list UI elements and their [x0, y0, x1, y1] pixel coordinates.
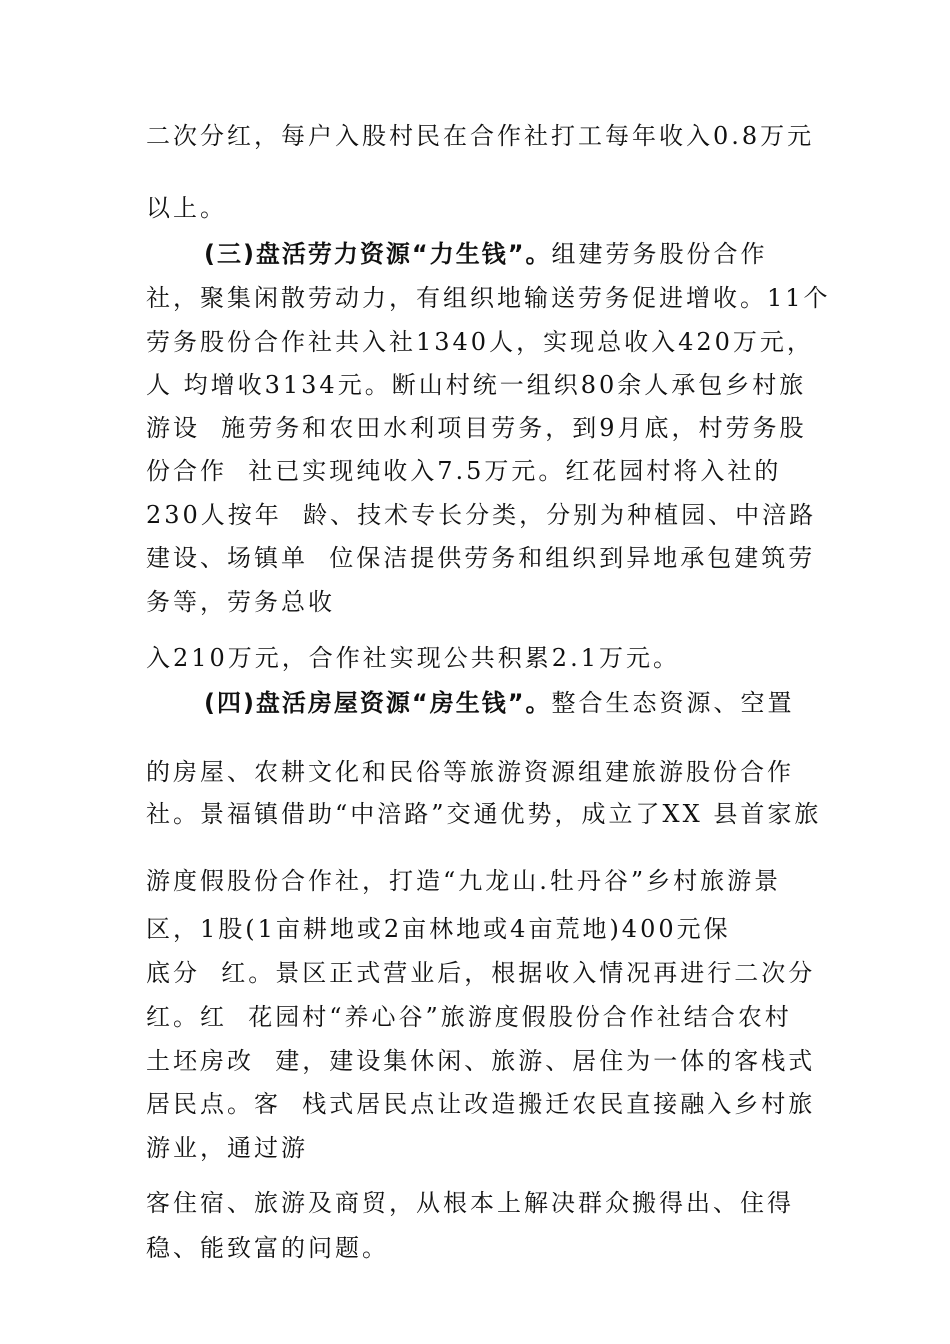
paragraph-line: 游设 施劳务和农田水利项目劳务，到9月底，村劳务股: [146, 414, 807, 442]
paragraph-line: 建设、场镇单 位保洁提供劳务和组织到异地承包建筑劳: [146, 544, 816, 572]
paragraph-line: 游业，通过游: [146, 1134, 308, 1162]
paragraph-line: 务等，劳务总收: [146, 588, 335, 616]
paragraph-line: 客住宿、旅游及商贸，从根本上解决群众搬得出、住得: [146, 1189, 794, 1217]
paragraph-line: 底分 红。景区正式营业后，根据收入情况再进行二次分: [146, 959, 816, 987]
paragraph-line: 社。景福镇借助“中涪路”交通优势，成立了XX 县首家旅: [146, 800, 822, 828]
section-4-text: 整合生态资源、空置: [551, 689, 795, 717]
paragraph-line: 红。红 花园村“养心谷”旅游度假股份合作社结合农村: [146, 1003, 792, 1031]
paragraph-line: 份合作 社已实现纯收入7.5万元。红花园村将入社的: [146, 457, 782, 485]
paragraph-line: 土坯房改 建，建设集休闲、旅游、居住为一体的客栈式: [146, 1047, 816, 1075]
paragraph-line: 二次分红，每户入股村民在合作社打工每年收入0.8万元: [146, 122, 815, 150]
section-3-heading: (三)盘活劳力资源“力生钱”。: [204, 240, 552, 268]
paragraph-line: 稳、能致富的问题。: [146, 1234, 389, 1262]
paragraph-line: 的房屋、农耕文化和民俗等旅游资源组建旅游股份合作: [146, 758, 794, 786]
paragraph-line: 230人按年 龄、技术专长分类，分别为种植园、中涪路: [146, 501, 817, 529]
paragraph-line: 人 均增收3134元。断山村统一组织80余人承包乡村旅: [146, 371, 807, 399]
paragraph-line: 游度假股份合作社，打造“九龙山.牡丹谷”乡村旅游景: [146, 867, 782, 895]
section-4-line: [204, 688, 794, 718]
paragraph-line: 区，1股(1亩耕地或2亩林地或4亩荒地)400元保: [146, 915, 731, 943]
section-3-line: [204, 239, 767, 269]
paragraph-line: 入210万元，合作社实现公共积累2.1万元。: [146, 644, 680, 672]
paragraph-line: 社，聚集闲散劳动力，有组织地输送劳务促进增收。11个: [146, 284, 831, 312]
section-3-text: 组建劳务股份合作: [551, 240, 768, 268]
paragraph-line: 居民点。客 栈式居民点让改造搬迁农民直接融入乡村旅: [146, 1090, 816, 1118]
paragraph-line: 劳务股份合作社共入社1340人，实现总收入420万元，: [146, 328, 814, 356]
paragraph-line: 以上。: [146, 194, 227, 222]
section-4-heading: (四)盘活房屋资源“房生钱”。: [204, 689, 552, 717]
